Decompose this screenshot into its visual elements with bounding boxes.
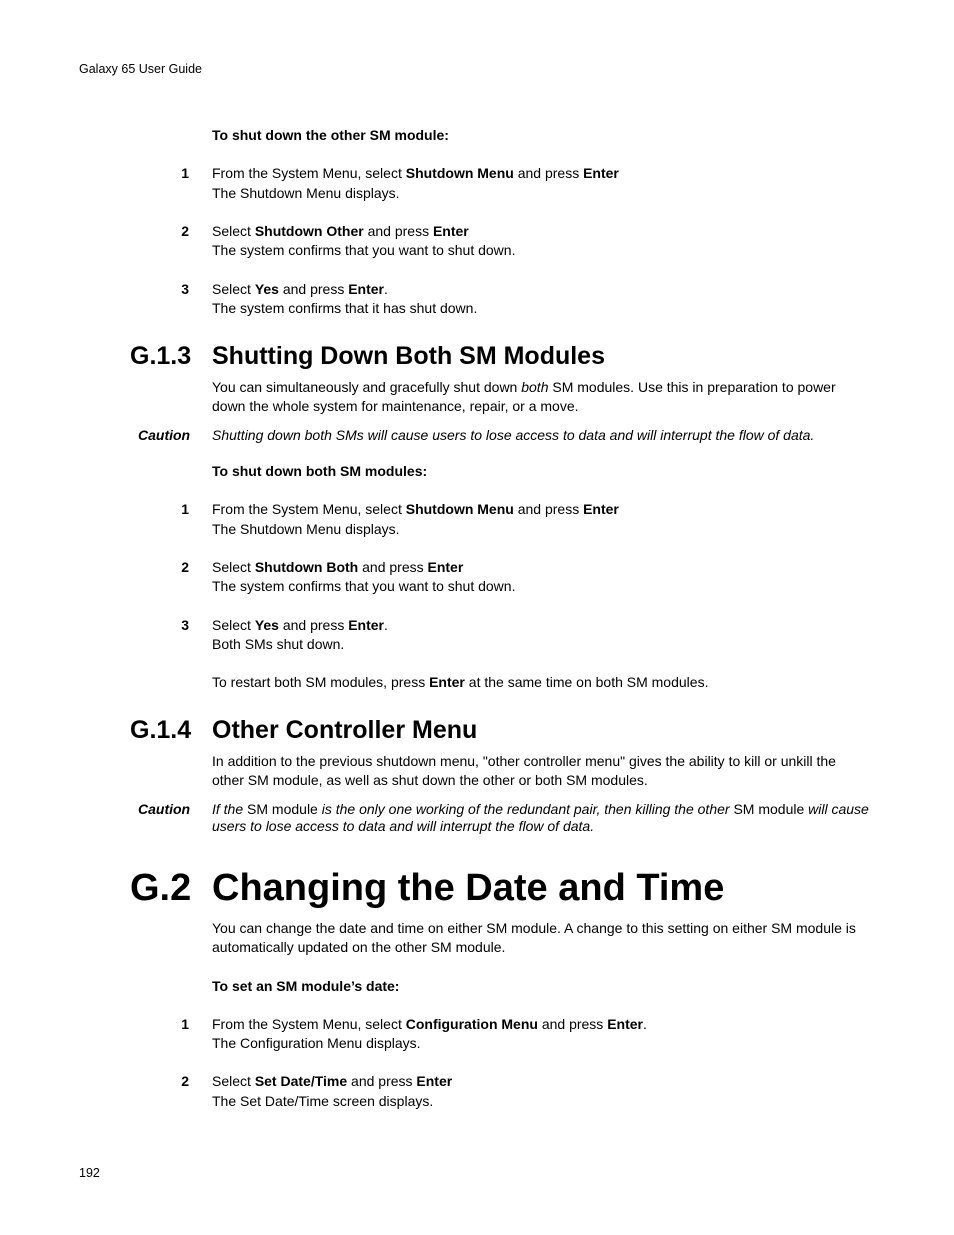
intro-paragraph-line: other SM module, as well as shut down the other or both SM modules. bbox=[212, 772, 648, 788]
section-title: Shutting Down Both SM Modules bbox=[212, 342, 605, 370]
step-number: 1 bbox=[181, 501, 189, 517]
step-result: The Shutdown Menu displays. bbox=[212, 521, 400, 537]
caution-text-line: users to lose access to data and will interrupt the flow of data. bbox=[212, 818, 595, 834]
procedure-lead: To shut down both SM modules: bbox=[212, 463, 428, 479]
step-result: The system confirms that you want to shut down. bbox=[212, 242, 516, 258]
caution-text: If the SM module is the only one working of the redundant pair, then killing the other SM module will cause bbox=[212, 801, 869, 817]
step-instruction: Select Yes and press Enter. bbox=[212, 281, 388, 297]
chapter-section-number: G.2 bbox=[130, 867, 192, 909]
step-number: 1 bbox=[181, 1016, 189, 1032]
caution-label: Caution bbox=[138, 801, 191, 817]
intro-paragraph-line: In addition to the previous shutdown menu, "other controller menu" gives the ability to kill or unkill the bbox=[212, 753, 836, 769]
intro-paragraph-line: down the whole system for maintenance, repair, or a move. bbox=[212, 398, 579, 414]
chapter-section-title: Changing the Date and Time bbox=[212, 867, 725, 909]
intro-paragraph-line: automatically updated on the other SM module. bbox=[212, 939, 506, 955]
step-number: 2 bbox=[181, 223, 189, 239]
step-instruction: From the System Menu, select Shutdown Menu and press Enter bbox=[212, 501, 619, 517]
step-instruction: Select Shutdown Both and press Enter bbox=[212, 559, 464, 575]
section-number: G.1.3 bbox=[130, 342, 192, 370]
step-instruction: From the System Menu, select Configuration Menu and press Enter. bbox=[212, 1016, 647, 1032]
step-result: The system confirms that it has shut down. bbox=[212, 300, 478, 316]
step-number: 1 bbox=[181, 165, 189, 181]
procedure-lead: To set an SM module’s date: bbox=[212, 978, 400, 994]
restart-note: To restart both SM modules, press Enter at the same time on both SM modules. bbox=[212, 674, 709, 690]
section-title: Other Controller Menu bbox=[212, 716, 478, 744]
caution-text: Shutting down both SMs will cause users to lose access to data and will interrupt the flow of data. bbox=[212, 427, 815, 443]
step-result: Both SMs shut down. bbox=[212, 636, 345, 652]
step-instruction: Select Shutdown Other and press Enter bbox=[212, 223, 469, 239]
running-header: Galaxy 65 User Guide bbox=[79, 62, 202, 76]
step-instruction: Select Yes and press Enter. bbox=[212, 617, 388, 633]
step-number: 3 bbox=[181, 281, 189, 297]
step-number: 2 bbox=[181, 1073, 189, 1089]
step-instruction: Select Set Date/Time and press Enter bbox=[212, 1073, 453, 1089]
step-result: The Set Date/Time screen displays. bbox=[212, 1093, 434, 1109]
intro-paragraph-line: You can change the date and time on either SM module. A change to this setting on either SM module is bbox=[212, 920, 856, 936]
section-number: G.1.4 bbox=[130, 716, 192, 744]
step-instruction: From the System Menu, select Shutdown Menu and press Enter bbox=[212, 165, 619, 181]
page-number: 192 bbox=[79, 1166, 100, 1180]
step-result: The Configuration Menu displays. bbox=[212, 1035, 421, 1051]
intro-paragraph-line: You can simultaneously and gracefully shut down both SM modules. Use this in preparation to power bbox=[212, 379, 836, 395]
step-result: The system confirms that you want to shut down. bbox=[212, 578, 516, 594]
caution-label: Caution bbox=[138, 427, 191, 443]
step-number: 2 bbox=[181, 559, 189, 575]
step-number: 3 bbox=[181, 617, 189, 633]
procedure-lead: To shut down the other SM module: bbox=[212, 127, 449, 143]
step-result: The Shutdown Menu displays. bbox=[212, 185, 400, 201]
